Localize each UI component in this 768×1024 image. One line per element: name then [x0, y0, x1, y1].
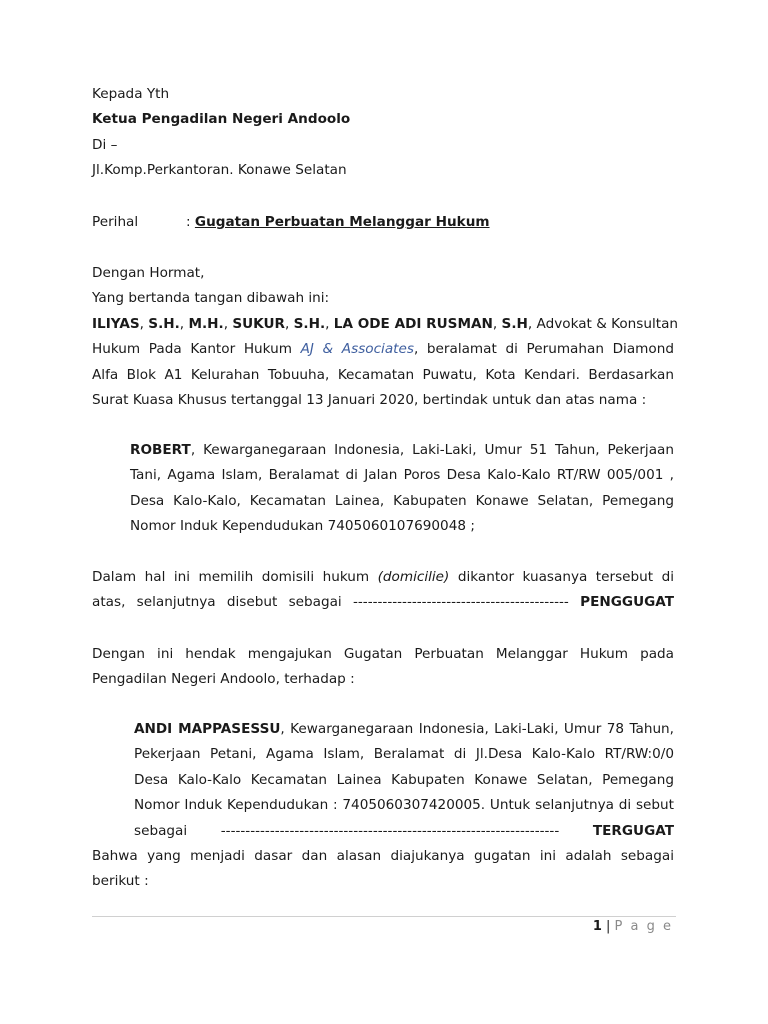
advocate-name-2: SUKUR — [232, 316, 285, 332]
footer-separator: | — [601, 919, 615, 934]
basis-line-2: berikut : — [92, 873, 149, 890]
subject-value: Gugatan Perbuatan Melanggar Hukum — [194, 214, 490, 230]
filing-line-1: Dengan ini hendak mengajukan Gugatan Perbuatan Melanggar Hukum pada — [92, 646, 674, 662]
page-number: 1 — [592, 919, 602, 934]
filing-paragraph — [92, 642, 674, 693]
domicile-term: (domicilie) — [377, 569, 450, 585]
domicile-line-1 — [92, 565, 674, 590]
plaintiff-role: PENGGUGAT — [580, 594, 674, 611]
advocates-line-3: Alfa Blok A1 Kelurahan Tobuuha, Kecamatan Puwatu, Kota Kendari. Berdasarkan — [92, 366, 674, 383]
defendant-line-1-text: , Kewarganegaraan Indonesia, Laki-Laki, Umur 78 Tahun, — [280, 721, 674, 737]
plaintiff-name: ROBERT — [130, 442, 191, 458]
domicile-line-1-b: dikantor kuasanya tersebut di — [449, 569, 674, 585]
greeting: Dengan Hormat, — [92, 265, 205, 281]
address-block — [92, 82, 674, 184]
plaintiff-line-1 — [130, 438, 674, 463]
advocates-line-1: ILIYAS, S.H., M.H., SUKUR, S.H., LA ODE ADI RUSMAN, S.H, Advokat & Konsultan — [92, 316, 679, 332]
recipient-name: Ketua Pengadilan Negeri Andoolo — [92, 111, 351, 128]
domicile-paragraph — [92, 565, 674, 616]
salutation: Kepada Yth — [92, 86, 170, 102]
defendant-line-3: Desa Kalo-Kalo Kecamatan Lainea Kabupaten Konawe Selatan, Pemegang — [134, 771, 674, 788]
plaintiff-line-2: Tani, Agama Islam, Beralamat di Jalan Poros Desa Kalo-Kalo RT/RW 005/001 , — [130, 467, 674, 484]
intro: Yang bertanda tangan dibawah ini: — [92, 290, 330, 307]
subject-separator: : — [186, 214, 195, 230]
advocate-name-3: LA ODE ADI RUSMAN — [333, 316, 493, 332]
advocate-title-2: M.H. — [188, 316, 224, 332]
advocates-tail: , Advokat & Konsultan — [527, 316, 679, 332]
subject-label: Perihal — [92, 214, 139, 230]
plaintiff-line-4: Nomor Induk Kependudukan 7405060107690048 ; — [130, 518, 475, 535]
plaintiff-line-3: Desa Kalo-Kalo, Kecamatan Lainea, Kabupaten Konawe Selatan, Pemegang — [130, 492, 674, 509]
opening-block — [92, 261, 674, 312]
page-label: P a g e — [614, 919, 673, 934]
domicile-line-2 — [92, 590, 674, 615]
advocates-line-4: Surat Kuasa Khusus tertanggal 13 Januari 2020, bertindak untuk dan atas nama : — [92, 392, 647, 409]
plaintiff-line-1-text: , Kewarganegaraan Indonesia, Laki-Laki, Umur 51 Tahun, Pekerjaan — [190, 442, 674, 458]
defendant-role: TERGUGAT — [592, 822, 674, 839]
filing-line-2: Pengadilan Negeri Andoolo, terhadap : — [92, 671, 355, 688]
defendant-line-1 — [134, 717, 674, 742]
advocates-line-2 — [92, 337, 674, 362]
defendant-paragraph — [134, 717, 674, 844]
page-footer — [593, 918, 673, 936]
advocates-line-2-a: Hukum Pada Kantor Hukum — [92, 341, 301, 358]
advocate-title-3: S.H. — [293, 316, 326, 332]
defendant-line-4: Nomor Induk Kependudukan : 7405060307420005. Untuk selanjutnya di sebut — [134, 797, 674, 814]
street-address: Jl.Komp.Perkantoran. Konawe Selatan — [92, 162, 347, 179]
defendant-name: ANDI MAPPASESSU — [134, 721, 281, 737]
domicile-line-2-text: atas, selanjutnya disebut sebagai -------------------------------------------- — [92, 594, 581, 611]
footer-divider — [92, 916, 676, 917]
advocates-line-2-b: , beralamat di Perumahan Diamond — [413, 341, 674, 358]
advocate-title-1: S.H. — [148, 316, 180, 332]
plaintiff-paragraph — [130, 438, 674, 540]
di-line: Di – — [92, 136, 118, 153]
basis-paragraph — [92, 844, 674, 895]
law-firm-name: AJ & Associates — [300, 341, 414, 358]
recipient — [92, 107, 674, 132]
defendant-line-5 — [134, 819, 674, 844]
advocate-title-4: S.H — [501, 316, 528, 332]
domicile-line-1-a: Dalam hal ini memilih domisili hukum — [92, 569, 378, 585]
advocates-paragraph — [92, 312, 679, 414]
defendant-line-2: Pekerjaan Petani, Agama Islam, Beralamat di Jl.Desa Kalo-Kalo RT/RW:0/0 — [134, 746, 674, 763]
basis-line-1: Bahwa yang menjadi dasar dan alasan diajukanya gugatan ini adalah sebagai — [92, 848, 674, 864]
advocate-name-1: ILIYAS — [92, 316, 140, 332]
defendant-line-5-text: sebagai --------------------------------------------------------------------- — [134, 822, 593, 839]
subject-line — [92, 210, 674, 235]
